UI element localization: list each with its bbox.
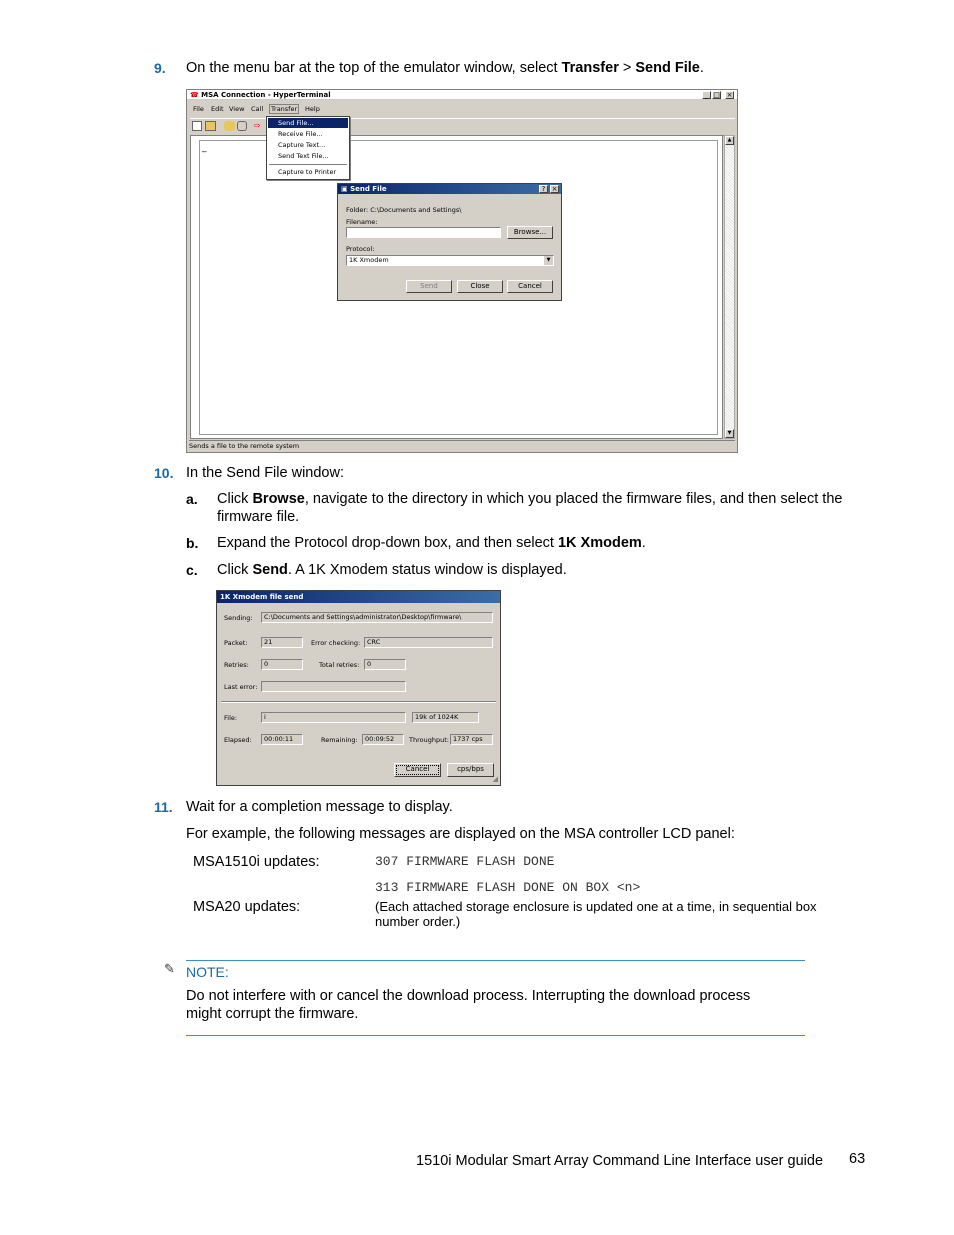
new-icon[interactable]	[192, 121, 202, 131]
chevron-down-icon[interactable]: ▼	[544, 256, 553, 265]
retries-label: Retries:	[224, 661, 249, 669]
file-size-field: 19k of 1024K	[412, 712, 479, 723]
footer-page-number: 63	[849, 1151, 866, 1167]
step-9-number: 9.	[154, 60, 166, 76]
disconnect-icon[interactable]	[237, 121, 247, 131]
open-icon[interactable]	[205, 121, 216, 131]
note-body: Do not interfere with or cancel the download process. Interrupting the download process might corrupt the firmware.	[186, 988, 751, 1022]
error-checking-label: Error checking:	[311, 639, 361, 647]
menu-help[interactable]: Help	[305, 105, 320, 113]
send-button[interactable]: Send	[406, 280, 452, 293]
total-retries-field: 0	[364, 659, 406, 670]
error-checking-field: CRC	[364, 637, 493, 648]
connect-icon[interactable]	[224, 121, 235, 131]
hyperterminal-window	[186, 89, 738, 453]
sending-label: Sending:	[224, 614, 253, 622]
last-error-field	[261, 681, 406, 692]
elapsed-label: Elapsed:	[224, 736, 252, 744]
terminal-cursor: _	[202, 143, 207, 153]
app-icon: ☎	[190, 91, 199, 99]
menu-capture-to-printer[interactable]: Capture to Printer	[278, 168, 337, 176]
msa1510i-label: MSA1510i updates:	[193, 854, 320, 870]
packet-field: 21	[261, 637, 303, 648]
packet-label: Packet:	[224, 639, 248, 647]
last-error-label: Last error:	[224, 683, 258, 691]
xmodem-window	[216, 590, 501, 786]
menu-send-file[interactable]: Send File...	[278, 119, 314, 127]
scroll-up-arrow[interactable]: ▲	[725, 136, 734, 145]
menu-send-text-file[interactable]: Send Text File...	[278, 152, 329, 160]
step-10c-text: Click Send. A 1K Xmodem status window is displayed.	[217, 562, 567, 578]
elapsed-field: 00:00:11	[261, 734, 303, 745]
msa20-note: (Each attached storage enclosure is updated one at a time, in sequential box number order.)	[375, 899, 817, 929]
menu-receive-file[interactable]: Receive File...	[278, 130, 323, 138]
scroll-down-arrow[interactable]: ▼	[725, 429, 734, 438]
dialog-close-button[interactable]: ×	[551, 185, 558, 193]
menu-call[interactable]: Call	[251, 105, 264, 113]
total-retries-label: Total retries:	[319, 661, 360, 669]
step-10-text: In the Send File window:	[186, 465, 344, 481]
retries-field: 0	[261, 659, 303, 670]
status-text: Sends a file to the remote system	[189, 442, 300, 450]
xmodem-separator	[221, 701, 496, 703]
file-label: File:	[224, 714, 238, 722]
throughput-label: Throughput:	[409, 736, 449, 744]
close-button[interactable]: ×	[726, 91, 733, 99]
file-progress-bar: i	[261, 712, 406, 723]
step-10c-letter: c.	[186, 562, 198, 578]
dialog-cancel-button[interactable]: Cancel	[507, 280, 553, 293]
step-11-text: Wait for a completion message to display.	[186, 799, 453, 815]
note-top-rule	[186, 960, 805, 961]
step-10a-letter: a.	[186, 491, 198, 507]
menu-separator	[269, 164, 347, 165]
step-10-number: 10.	[154, 465, 174, 481]
note-title: NOTE:	[186, 964, 229, 980]
send-file-title-icon: ▣	[341, 185, 348, 193]
resize-grip-icon[interactable]: ◢	[492, 775, 498, 783]
msa1510i-code: 307 FIRMWARE FLASH DONE	[375, 854, 555, 869]
msa20-label: MSA20 updates:	[193, 899, 301, 915]
filename-input[interactable]	[346, 227, 501, 238]
protocol-label: Protocol:	[346, 245, 375, 253]
menu-capture-text[interactable]: Capture Text...	[278, 141, 326, 149]
send-file-dialog	[337, 183, 562, 301]
menu-file[interactable]: File	[193, 105, 204, 113]
menubar	[191, 104, 731, 114]
note-icon: ✎	[164, 962, 175, 977]
xmodem-titlebar: 1K Xmodem file send	[217, 591, 500, 603]
remaining-field: 00:09:52	[362, 734, 404, 745]
msa20-code: 313 FIRMWARE FLASH DONE ON BOX <n>	[375, 880, 641, 895]
folder-path: Folder: C:\Documents and Settings\	[346, 206, 462, 214]
remaining-label: Remaining:	[321, 736, 358, 744]
status-bar	[189, 440, 735, 452]
footer-doc-title: 1510i Modular Smart Array Command Line Interface user guide	[416, 1153, 824, 1169]
minimize-button[interactable]: _	[702, 91, 711, 99]
menu-view[interactable]: View	[229, 105, 245, 113]
step-10a-text: Click Browse, navigate to the directory in which you placed the firmware files, and then select the firmware file.	[217, 491, 843, 525]
step-11-number: 11.	[154, 799, 173, 815]
transfer-menu	[266, 116, 350, 180]
send-icon[interactable]: ⇨	[254, 121, 261, 130]
maximize-button[interactable]: □	[713, 91, 720, 99]
send-file-titlebar: ▣ Send File	[338, 184, 561, 194]
menu-transfer[interactable]: Transfer	[271, 105, 298, 113]
step-10b-letter: b.	[186, 535, 199, 551]
xmodem-cancel-button[interactable]: Cancel	[394, 763, 441, 777]
sending-field: C:\Documents and Settings\administrator\Desktop\firmware\	[261, 612, 493, 623]
menu-edit[interactable]: Edit	[211, 105, 224, 113]
hyperterminal-titlebar: ☎ MSA Connection - HyperTerminal	[187, 90, 737, 100]
filename-label: Filename:	[346, 218, 378, 226]
cps-bps-button[interactable]: cps/bps	[447, 763, 494, 777]
step-9-text: On the menu bar at the top of the emulator window, select Transfer > Send File.	[186, 60, 704, 76]
step-11-example: For example, the following messages are displayed on the MSA controller LCD panel:	[186, 826, 735, 842]
vertical-scrollbar[interactable]	[724, 135, 735, 439]
dialog-close-text-button[interactable]: Close	[457, 280, 503, 293]
help-button[interactable]: ?	[539, 185, 548, 193]
browse-button[interactable]: Browse...	[507, 226, 553, 239]
throughput-field: 1737 cps	[450, 734, 493, 745]
note-bottom-rule	[186, 1035, 805, 1036]
protocol-select[interactable]: 1K Xmodem ▼	[346, 255, 554, 266]
step-10b-text: Expand the Protocol drop-down box, and then select 1K Xmodem.	[217, 535, 646, 551]
